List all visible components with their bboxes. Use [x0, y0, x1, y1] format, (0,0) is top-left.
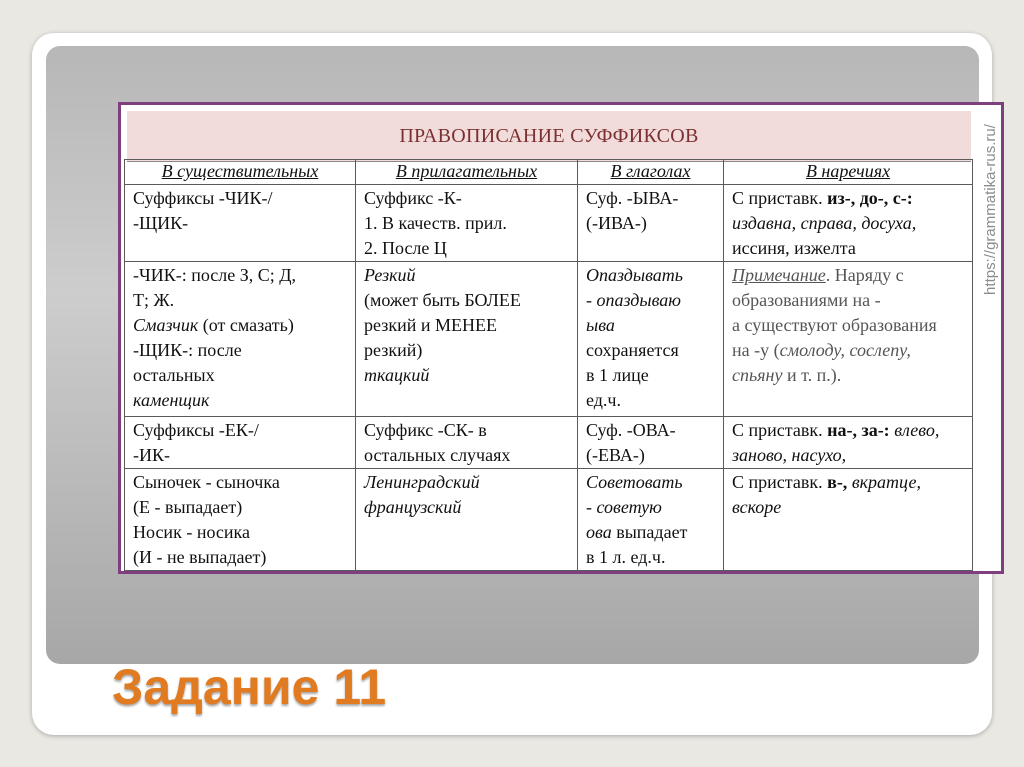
slide-title: Задание 11	[112, 659, 387, 715]
cell-line: - советую	[586, 496, 662, 517]
cell-line	[133, 313, 349, 338]
cell-adjective	[356, 416, 578, 468]
cell-line: остальных	[133, 365, 215, 386]
cell-line: Суф. -ОВА-	[586, 419, 676, 440]
table-header-row	[125, 160, 973, 185]
prefix-label: С приставк.	[732, 188, 823, 209]
example-words: вкратце,	[851, 471, 921, 492]
cell-line: а существуют образования	[732, 315, 937, 336]
cell-line: иссиня, изжелта	[732, 238, 856, 259]
cell-line: французский	[364, 496, 462, 517]
cell-line	[133, 470, 349, 495]
prefix-label: С приставк.	[732, 471, 823, 492]
note-text: . Наряду с	[825, 265, 904, 286]
cell-line: каменщик	[133, 390, 210, 411]
table-row	[125, 185, 973, 262]
cell-line: заново, насухо,	[732, 444, 847, 465]
table-row	[125, 416, 973, 468]
cell-line	[586, 520, 717, 545]
table-row	[125, 468, 973, 570]
example-word: Сыночек	[133, 471, 202, 492]
cell-line: ткацкий	[364, 365, 430, 386]
cell-verb	[578, 468, 724, 570]
cell-line	[133, 520, 349, 545]
cell-line: 2. После Ц	[364, 238, 447, 259]
cell-line: Советовать	[586, 471, 683, 492]
header-adverbs: В наречиях	[724, 160, 973, 185]
cell-line: (Е - выпадает)	[133, 496, 243, 517]
cell-adjective	[356, 262, 578, 416]
cell-adjective	[356, 468, 578, 570]
example-note: - сыночка	[201, 471, 280, 492]
cell-line	[732, 363, 966, 388]
table-title: ПРАВОПИСАНИЕ СУФФИКСОВ	[127, 111, 971, 162]
cell-line	[732, 186, 966, 211]
prefix-list: в-,	[827, 471, 848, 492]
prefix-list: из-, до-, с-:	[827, 188, 913, 209]
cell-line: резкий и МЕНЕЕ	[364, 315, 497, 336]
cell-line: Резкий	[364, 265, 416, 286]
example-word: ова	[586, 521, 612, 542]
cell-verb	[578, 185, 724, 262]
prefix-list: на-, за-:	[827, 419, 890, 440]
cell-noun	[125, 185, 356, 262]
cell-noun	[125, 416, 356, 468]
cell-verb	[578, 416, 724, 468]
content-panel	[46, 46, 999, 715]
cell-line: вскоре	[732, 496, 782, 517]
cell-line	[732, 338, 966, 363]
cell-line: - опаздываю	[586, 290, 681, 311]
cell-line	[732, 470, 966, 495]
example-note: - носика	[181, 521, 250, 542]
cell-line: в 1 л. ед.ч.	[586, 546, 666, 567]
cell-adverb	[724, 185, 973, 262]
cell-line: Т; Ж.	[133, 290, 175, 311]
cell-line: Суффикс -К-	[364, 188, 462, 209]
cell-line: Суффикс -СК- в	[364, 419, 487, 440]
example-note: (от смазать)	[202, 315, 294, 336]
example-word: Носик	[133, 521, 182, 542]
cell-line: Ленинградский	[364, 471, 480, 492]
suffix-rules-table	[118, 102, 1004, 574]
cell-line: -ИК-	[133, 444, 170, 465]
cell-line: ыва	[586, 315, 615, 336]
cell-adjective	[356, 185, 578, 262]
cell-line: Опаздывать	[586, 265, 683, 286]
cell-line: -ЩИК-	[133, 213, 189, 234]
watermark-text: https://grammatika-rus.ru/	[981, 123, 999, 295]
cell-line: в 1 лице	[586, 365, 649, 386]
example-word: Смазчик	[133, 315, 199, 336]
example-note: выпадает	[611, 521, 688, 542]
cell-line: издавна, справа, досуха,	[732, 213, 917, 234]
cell-line: (-ЕВА-)	[586, 444, 645, 465]
note-text: на -у (	[732, 340, 780, 361]
cell-line: сохраняется	[586, 340, 679, 361]
cell-line: Суффиксы -ЕК-/	[133, 419, 259, 440]
cell-line: (-ИВА-)	[586, 213, 647, 234]
example-words: влево,	[894, 419, 940, 440]
example-words: спьяну	[732, 365, 783, 386]
cell-line	[732, 263, 966, 288]
header-verbs: В глаголах	[578, 160, 724, 185]
cell-adverb	[724, 262, 973, 416]
cell-line: образованиями на -	[732, 290, 881, 311]
cell-line: (может быть БОЛЕЕ	[364, 290, 521, 311]
header-adjectives: В прилагательных	[356, 160, 578, 185]
cell-line: 1. В качеств. прил.	[364, 213, 507, 234]
cell-line	[732, 418, 966, 443]
cell-line: -ЧИК-: после З, С; Д,	[133, 265, 297, 286]
cell-adverb	[724, 416, 973, 468]
cell-noun	[125, 262, 356, 416]
cell-line: резкий)	[364, 340, 423, 361]
note-label: Примечание	[732, 265, 826, 286]
header-nouns: В существительных	[125, 160, 356, 185]
cell-line: Суф. -ЫВА-	[586, 188, 679, 209]
note-text: и т. п.).	[782, 365, 842, 386]
source-watermark	[976, 104, 1004, 314]
cell-line: (И - не выпадает)	[133, 546, 267, 567]
cell-noun	[125, 468, 356, 570]
prefix-label: С приставк.	[732, 419, 823, 440]
cell-verb	[578, 262, 724, 416]
example-words: смолоду, сослепу,	[779, 340, 911, 361]
cell-adverb	[724, 468, 973, 570]
cell-line: Суффиксы -ЧИК-/	[133, 188, 273, 209]
cell-line: остальных случаях	[364, 444, 511, 465]
table-row	[125, 262, 973, 416]
rules-grid	[124, 159, 973, 571]
cell-line: ед.ч.	[586, 390, 621, 411]
cell-line: -ЩИК-: после	[133, 340, 242, 361]
